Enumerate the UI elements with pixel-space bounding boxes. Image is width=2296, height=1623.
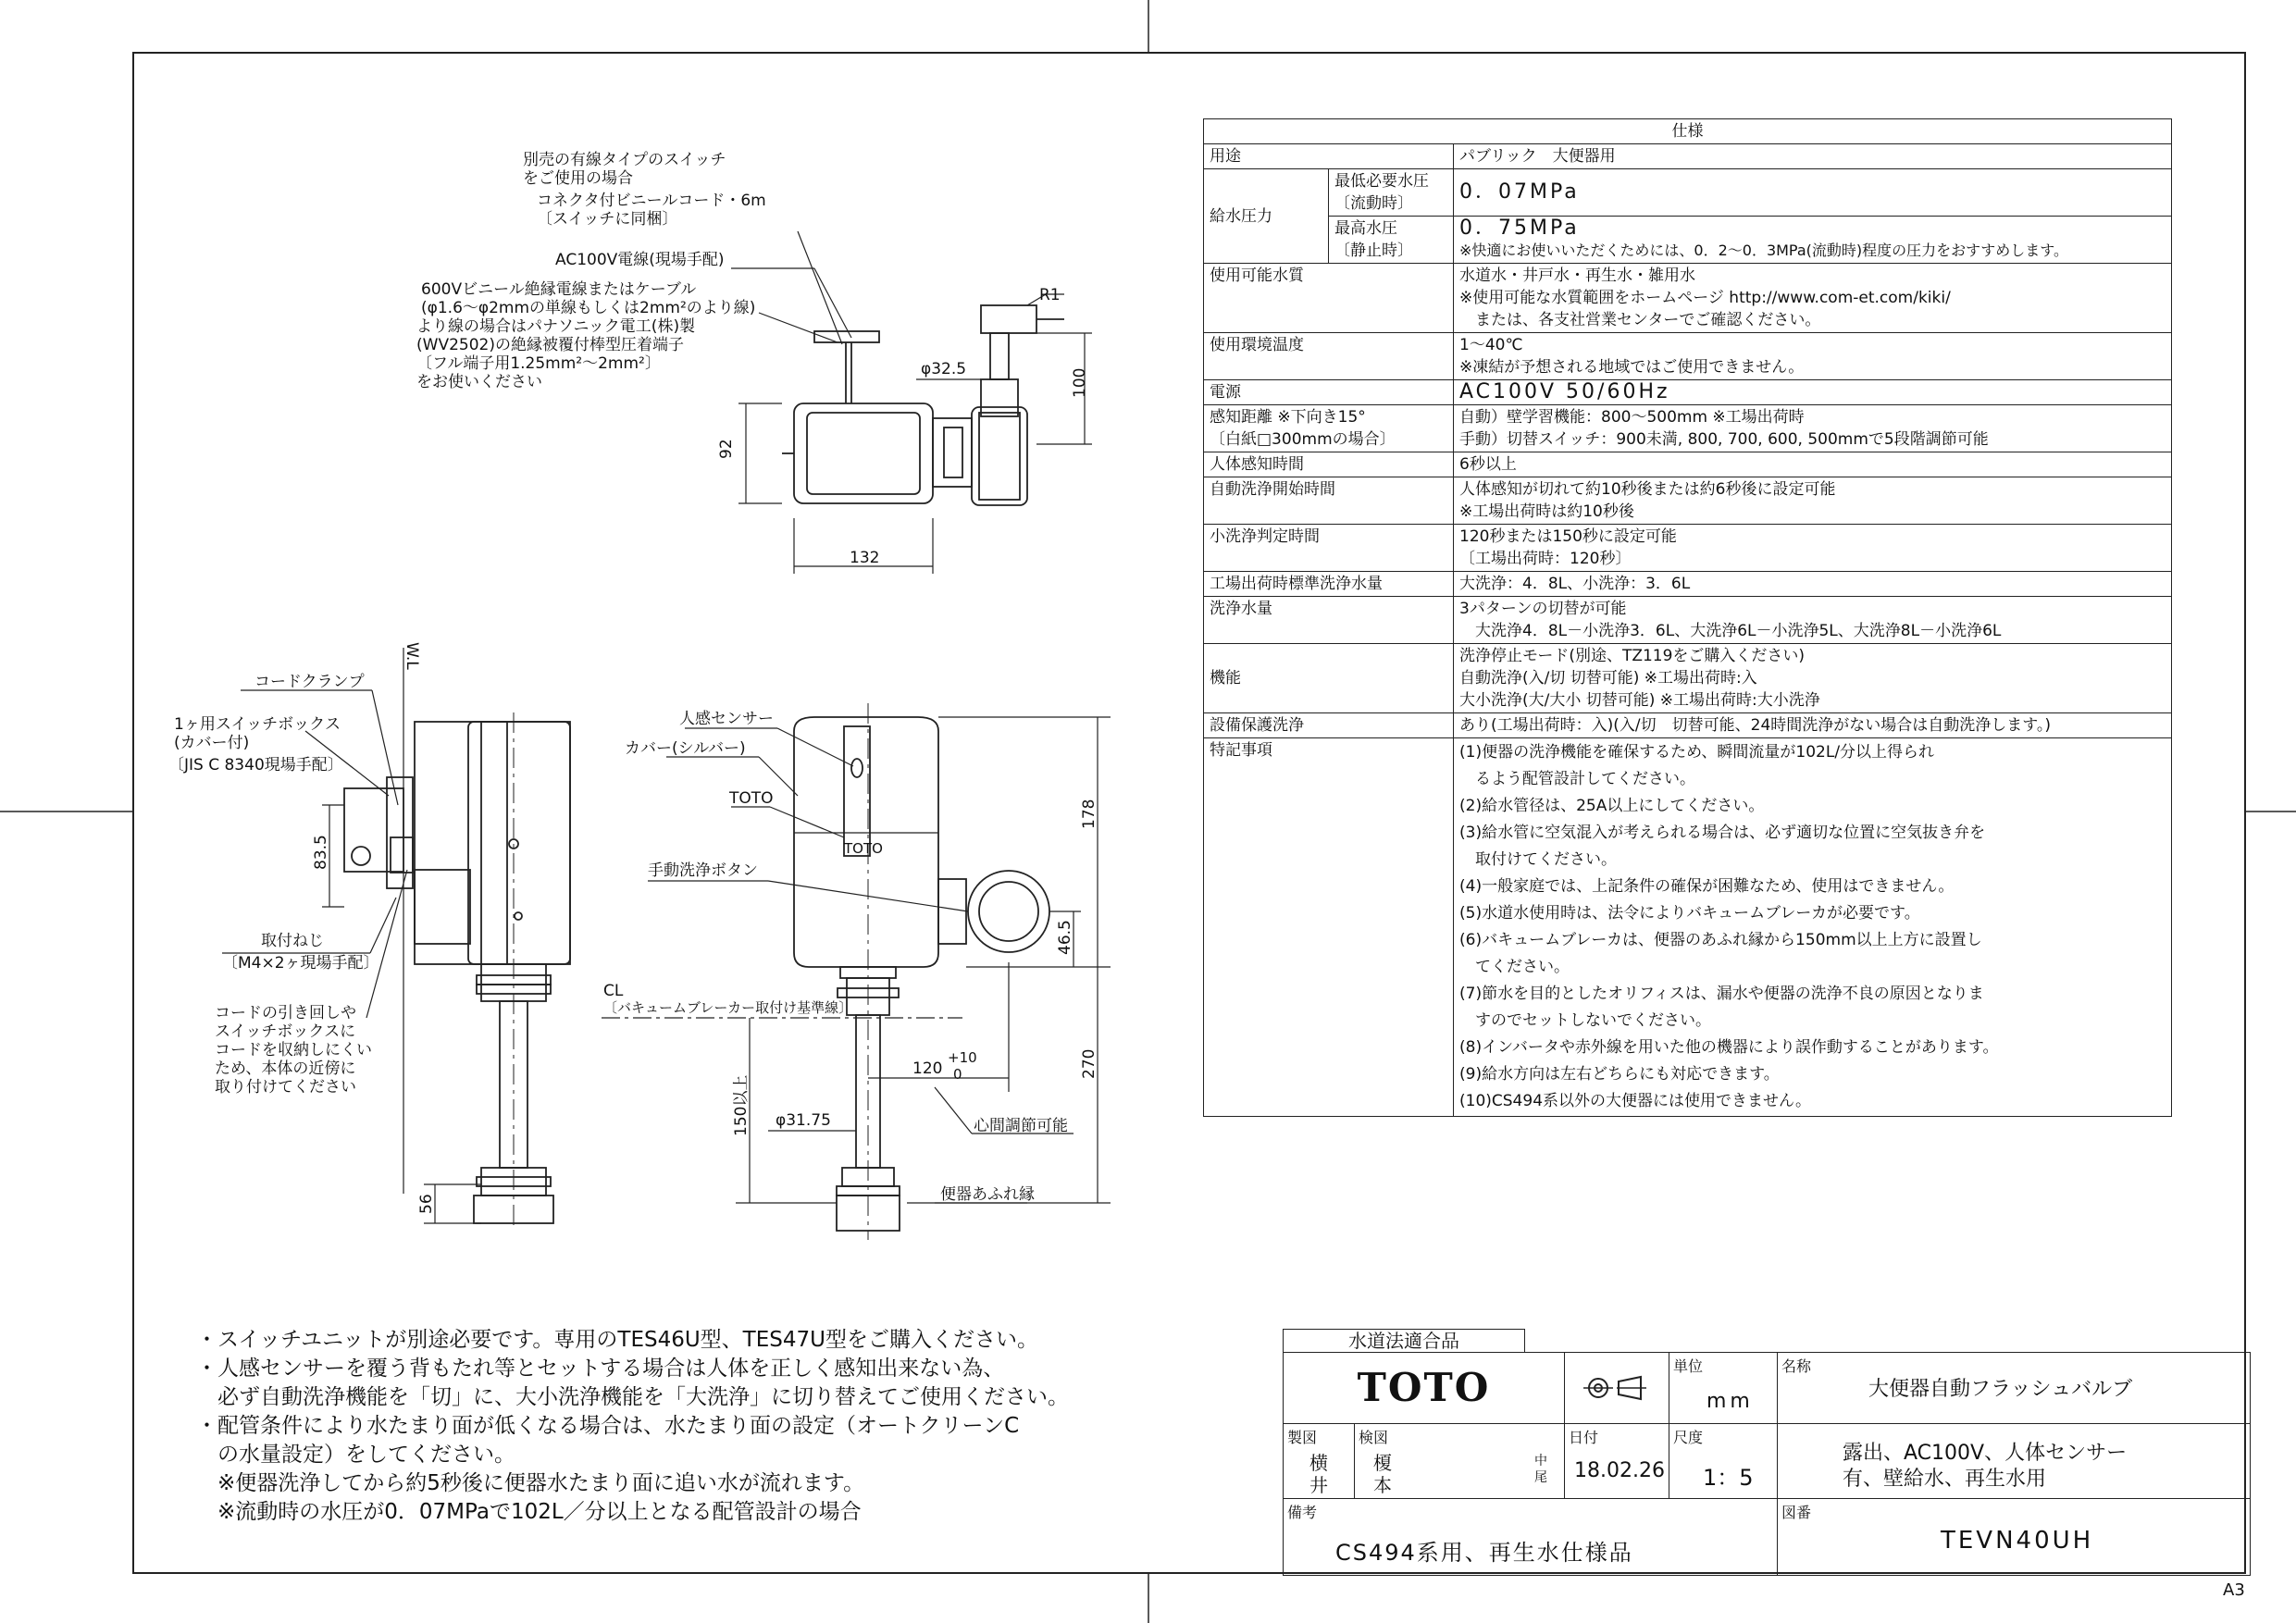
routing-5: 取り付けてください (215, 1078, 356, 1096)
spec-value (1454, 738, 2172, 1117)
sense-l1: 感知距離 ※下向き15° (1210, 408, 1366, 427)
biko-value: CS494系用、再生水仕様品 (1335, 1540, 1633, 1566)
spec-value (1454, 597, 2172, 644)
max-pressure-value: 0．75MPa (1459, 217, 1580, 240)
cover-label: カバー(シルバー) (625, 739, 746, 758)
drawing-number: TEVN40UH (1941, 1527, 2094, 1555)
spec-value: パブリック 大便器用 (1454, 144, 2172, 169)
cable-note-6: をお使いください (416, 373, 542, 391)
kenzu-v1: 榎 (1373, 1452, 1392, 1474)
side-view-labels (168, 642, 436, 1214)
note-line: ※便器洗浄してから約5秒後に便器水たまり面に追い水が流れます。 (196, 1471, 865, 1495)
dim-120-tol-upper: +10 (948, 1049, 977, 1066)
spec-row (1204, 572, 2172, 597)
seizu-v2: 井 (1309, 1474, 1328, 1496)
scale-value: 1：5 (1703, 1465, 1754, 1491)
unit-logo: TOTO (844, 840, 883, 857)
biko-label: 備考 (1287, 1504, 1318, 1521)
kenzu-cell (1354, 1423, 1565, 1499)
cord-note-2: 〔スイッチに同梱〕 (537, 210, 678, 229)
projection-cell (1564, 1352, 1669, 1424)
spec-label: 設備保護洗浄 (1204, 713, 1454, 738)
center-adjust-label: 心間調節可能 (974, 1117, 1068, 1135)
spec-label: 特記事項 (1204, 738, 1454, 1117)
note-line: の水量設定）をしてください。 (196, 1443, 515, 1467)
seizu-label: 製図 (1287, 1429, 1318, 1446)
special-2: るよう配管設計してください。 (1459, 770, 1695, 788)
spec-header: 仕様 (1204, 119, 2172, 144)
screw-2: 〔M4×2ヶ現場手配〕 (222, 954, 379, 973)
unit-cell (1669, 1352, 1778, 1424)
scale-label: 尺度 (1673, 1429, 1704, 1446)
spec-label: 人体感知時間 (1204, 452, 1454, 477)
water-v3: または、各支社営業センターでご確認ください。 (1459, 311, 1821, 329)
suido-label: 水道法適合品 (1283, 1329, 1525, 1353)
special-5: 取付けてください。 (1459, 850, 1617, 869)
spec-label: 使用環境温度 (1204, 333, 1454, 380)
spec-header-row (1204, 119, 2172, 144)
biko-cell (1283, 1498, 1778, 1576)
spec-row (1204, 452, 2172, 477)
note-line: ・スイッチユニットが別途必要です。専用のTES46U型、TES47U型をご購入ください。 (196, 1328, 1038, 1352)
spec-label: 工場出荷時標準洗浄水量 (1204, 572, 1454, 597)
note-line: ※流動時の水圧が0．07MPaで102L／分以上となる配管設計の場合 (196, 1500, 862, 1524)
manual-button-label: 手動洗浄ボタン (648, 861, 758, 880)
spec-value: 0．07MPa (1454, 169, 2172, 217)
front-view (602, 703, 1111, 1240)
spec-row (1204, 333, 2172, 380)
special-10: (7)節水を目的としたオリフィスは、漏水や便器の洗浄不良の原因となりま (1459, 985, 1984, 1003)
spec-row (1204, 405, 2172, 452)
spec-value (1454, 333, 2172, 380)
spec-row (1204, 525, 2172, 572)
sense-v1: 自動）壁学習機能：800～500mm ※工場出荷時 (1459, 408, 1805, 427)
water-v2: ※使用可能な水質範囲をホームページ http://www.com-et.com/kiki/ (1459, 289, 1951, 307)
cable-note-4: (WV2502)の絶縁被覆付棒型圧着端子 (416, 336, 684, 354)
date-label: 日付 (1569, 1429, 1599, 1446)
sense-l2: 〔白紙□300mmの場合〕 (1210, 430, 1396, 449)
top-view (731, 231, 1092, 574)
func-v3: 大小洗浄(大/大小 切替可能) ※工場出荷時:大小洗浄 (1459, 691, 1820, 710)
spec-value (1454, 477, 2172, 525)
cord-note-1: コネクタ付ビニールコード・6m (537, 192, 766, 210)
cable-note-1: 600Vビニール絶縁電線またはケーブル (421, 280, 697, 299)
dim-120: 120 (912, 1059, 943, 1078)
func-v1: 洗浄停止モード(別途、TZ119をご購入ください) (1459, 647, 1806, 665)
spec-label: 用途 (1204, 144, 1454, 169)
spec-label: 小洗浄判定時間 (1204, 525, 1454, 572)
ac-wire-label: AC100V電線(現場手配) (555, 251, 725, 269)
spec-row (1204, 169, 2172, 217)
note-line: 必ず自動洗浄機能を「切」に、大小洗浄機能を「大洗浄」に切り替えてご使用ください。 (196, 1385, 1069, 1409)
spec-value: 大洗浄：4．8L、小洗浄：3．6L (1454, 572, 2172, 597)
cl-label: CL (603, 982, 624, 1000)
desc-line-1: 露出、AC100V、人体センサー (1843, 1442, 2128, 1465)
routing-1: コードの引き回しや (215, 1004, 356, 1022)
spec-value (1454, 525, 2172, 572)
brand-cell (1283, 1352, 1565, 1424)
dim-132: 132 (850, 549, 880, 567)
spec-row (1204, 713, 2172, 738)
switch-note-2: をご使用の場合 (523, 169, 633, 188)
spec-value (1454, 264, 2172, 333)
dim-phi325: φ32.5 (921, 360, 967, 378)
spec-label (1204, 405, 1454, 452)
spec-row (1204, 644, 2172, 713)
product-name: 大便器自動フラッシュバルブ (1868, 1378, 2133, 1401)
spec-value (1454, 644, 2172, 713)
spec-label: 洗浄水量 (1204, 597, 1454, 644)
spec-row (1204, 144, 2172, 169)
name-label: 名称 (1781, 1357, 1812, 1375)
dim-150: 150以上 (732, 1074, 751, 1136)
spec-value: AC100V 50/60Hz (1454, 380, 2172, 405)
dim-phi3175: φ31.75 (776, 1111, 831, 1130)
special-6: (4)一般家庭では、上記条件の確保が困難なため、使用はできません。 (1459, 877, 1955, 896)
temp-v2: ※凍結が予想される地域ではご使用できません。 (1459, 358, 1805, 377)
routing-4: ため、本体の近傍に (215, 1059, 356, 1078)
desc-line-2: 有、壁給水、再生水用 (1843, 1468, 2047, 1491)
small-v2: 〔工場出荷時：120秒〕 (1459, 550, 1632, 568)
note-line: ・配管条件により水たまり面が低くなる場合は、水たまり面の設定（オートクリーンC (196, 1414, 1020, 1438)
note-line: ・人感センサーを覆う背もたれ等とセットする場合は人体を正しく感知出来ない為、 (196, 1357, 1005, 1381)
toto-logo: TOTO (1357, 1365, 1491, 1410)
spec-table (1203, 118, 2172, 1117)
wl-label: W.L (403, 642, 421, 670)
sense-v2: 手動）切替スイッチ：900未満, 800, 700, 600, 500mmで5段階調節可能 (1459, 430, 1989, 449)
seizu-v1: 横 (1309, 1452, 1328, 1474)
cable-note-5: 〔フル端子用1.25mm²～2mm²〕 (416, 354, 661, 373)
dim-178: 178 (1080, 799, 1098, 829)
dim-100: 100 (1071, 367, 1089, 398)
temp-v1: 1～40℃ (1459, 336, 1523, 354)
dim-56: 56 (417, 1194, 436, 1214)
svg-text:中: 中 (1534, 1454, 1547, 1468)
cable-note-2: (φ1.6～φ2mmの単線もしくは2mm²のより線) (421, 299, 756, 317)
spec-value (1454, 405, 2172, 452)
date-cell (1564, 1423, 1669, 1499)
screw-1: 取付ねじ (261, 932, 324, 950)
desc-cell (1777, 1423, 2251, 1499)
unit-label: 単位 (1673, 1357, 1704, 1375)
special-4: (3)給水管に空気混入が考えられる場合は、必ず適切な位置に空気抜き弁を (1459, 824, 1986, 842)
sheet-size-label: A3 (2223, 1580, 2245, 1600)
dim-92: 92 (717, 439, 736, 459)
switch-note-1: 別売の有線タイプのスイッチ (523, 151, 726, 169)
seizu-cell (1283, 1423, 1355, 1499)
small-v1: 120秒または150秒に設定可能 (1459, 527, 1677, 546)
projection-symbol-icon (1565, 1353, 1667, 1421)
svg-text:尾: 尾 (1534, 1470, 1547, 1485)
special-12: (8)インバータや赤外線を用いた他の機器により誤作動することがあります。 (1459, 1038, 1999, 1057)
min-pressure-label-sub: 〔流動時〕 (1334, 194, 1413, 213)
special-11: すのでセットしないでください。 (1459, 1011, 1711, 1030)
spec-row (1204, 380, 2172, 405)
routing-2: スイッチボックスに (215, 1022, 356, 1041)
flush-v2: 大洗浄4．8L－小洗浄3．6L、大洗浄6L－小洗浄5L、大洗浄8L－小洗浄6L (1459, 622, 2002, 640)
toto-label: TOTO (729, 789, 774, 808)
name-cell (1777, 1352, 2251, 1424)
routing-3: コードを収納しにくい (215, 1041, 372, 1059)
spec-row (1204, 217, 2172, 264)
sensor-label: 人感センサー (679, 710, 774, 728)
special-1: (1)便器の洗浄機能を確保するため、瞬間流量が102L/分以上得られ (1459, 743, 1935, 762)
overflow-label: 便器あふれ縁 (940, 1185, 1035, 1204)
spec-label: 電源 (1204, 380, 1454, 405)
special-3: (2)給水管径は、25A以上にしてください。 (1459, 797, 1765, 815)
dim-270: 270 (1080, 1048, 1098, 1079)
dim-120-tol-lower: 0 (953, 1066, 962, 1083)
spec-label: 自動洗浄開始時間 (1204, 477, 1454, 525)
cl-sub-label: 〔バキュームブレーカー取付け基準線〕 (603, 999, 853, 1016)
dim-r1: R1 (1039, 286, 1061, 304)
max-pressure-note: ※快適にお使いいただくためには、0．2～0．3MPa(流動時)程度の圧力をおすすめします。 (1459, 242, 2069, 259)
kenzu-v2: 本 (1373, 1474, 1392, 1496)
special-8: (6)バキュームブレーカは、便器のあふれ縁から150mm以上上方に設置し (1459, 931, 1982, 949)
stamp-icon (1533, 1450, 1560, 1487)
special-14: (10)CS494系以外の大便器には使用できません。 (1459, 1092, 1812, 1110)
cable-note-3: より線の場合はパナソニック電工(株)製 (416, 317, 696, 336)
spec-row (1204, 264, 2172, 333)
min-pressure-label: 最低必要水圧 (1334, 172, 1429, 191)
zuban-cell (1777, 1498, 2251, 1576)
spec-value: あり(工場出荷時：入)(入/切 切替可能、24時間洗浄がない場合は自動洗浄します。) (1454, 713, 2172, 738)
spec-label: 給水圧力 (1204, 169, 1329, 264)
spec-label: 使用可能水質 (1204, 264, 1454, 333)
spec-row (1204, 738, 2172, 1117)
dim-465: 46.5 (1056, 920, 1074, 955)
dim-835: 83.5 (312, 835, 330, 870)
max-pressure-label: 最高水圧 (1334, 219, 1397, 238)
switch-box-2: (カバー付) (174, 734, 250, 752)
switch-box-1: 1ヶ用スイッチボックス (174, 715, 341, 734)
special-7: (5)水道水使用時は、法令によりバキュームブレーカが必要です。 (1459, 904, 1920, 923)
func-v2: 自動洗浄(入/切 切替可能) ※工場出荷時:入 (1459, 669, 1757, 688)
date-value: 18.02.26 (1574, 1459, 1665, 1482)
water-v1: 水道水・井戸水・再生水・雑用水 (1459, 266, 1695, 285)
spec-sublabel (1329, 217, 1454, 264)
general-notes (196, 1326, 1168, 1527)
spec-sublabel (1329, 169, 1454, 217)
special-13: (9)給水方向は左右どちらにも対応できます。 (1459, 1065, 1780, 1084)
spec-value: 6秒以上 (1454, 452, 2172, 477)
flush-v1: 3パターンの切替が可能 (1459, 600, 1627, 618)
spec-row (1204, 597, 2172, 644)
auto-v1: 人体感知が切れて約10秒後または約6秒後に設定可能 (1459, 480, 1836, 499)
auto-v2: ※工場出荷時は約10秒後 (1459, 502, 1634, 521)
spec-label: 機能 (1204, 644, 1454, 713)
switch-box-3: 〔JIS C 8340現場手配〕 (168, 756, 343, 774)
scale-cell (1669, 1423, 1778, 1499)
zuban-label: 図番 (1781, 1504, 1812, 1521)
max-pressure-label-sub: 〔静止時〕 (1334, 242, 1413, 260)
cord-clamp-label: コードクランプ (254, 673, 365, 691)
unit-value: mm (1706, 1390, 1754, 1413)
special-9: てください。 (1459, 958, 1570, 976)
spec-value (1454, 217, 2172, 264)
spec-row (1204, 477, 2172, 525)
kenzu-label: 検図 (1359, 1429, 1389, 1446)
